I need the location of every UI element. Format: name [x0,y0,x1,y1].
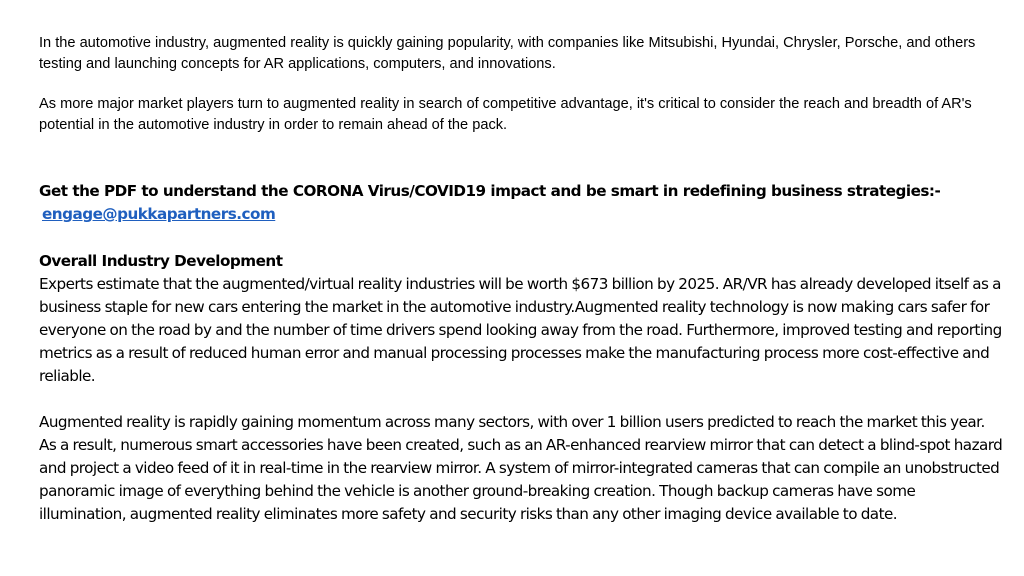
contact-email-link[interactable]: engage@pukkapartners.com [42,205,276,223]
section-heading: Overall Industry Development [39,252,283,270]
pdf-cta-heading: Get the PDF to understand the CORONA Virus/COVID19 impact and be smart in redefining business strategies:- [39,182,941,200]
intro-paragraph-1: In the automotive industry, augmented reality is quickly gaining popularity, with companies like Mitsubishi, Hyundai, Chrysler, Porsche, and others testing and launching concepts for AR applications, computers, and innovations. [39,35,976,72]
section-paragraph-1: Experts estimate that the augmented/virtual reality industries will be worth $673 billion by 2025. AR/VR has already developed itself as a business staple for new cars entering the market in the automotive industry.Augmented reality technology is now making cars safer for everyone on the road by and the number of time drivers spend looking away from the road. Furthermore, improved testing and reporting metrics as a result of reduced human error and manual processing processes make the manufacturing process more cost-effective and reliable. [39,275,1002,385]
section-paragraph-2: Augmented reality is rapidly gaining momentum across many sectors, with over 1 billion users predicted to reach the market this year. As a result, numerous smart accessories have been created, such as an AR-enhanced rearview mirror that can detect a blind-spot hazard and project a video feed of it in real-time in the rearview mirror. A system of mirror-integrated cameras that can compile an unobstructed panoramic image of everything behind the vehicle is another ground-breaking creation. Though backup cameras have some illumination, augmented reality eliminates more safety and security risks than any other imaging device available to date. [39,413,1003,523]
intro-paragraph-2: As more major market players turn to augmented reality in search of competitive advantage, it's critical to consider the reach and breadth of AR's potential in the automotive industry in order to remain ahead of the pack. [39,96,972,133]
